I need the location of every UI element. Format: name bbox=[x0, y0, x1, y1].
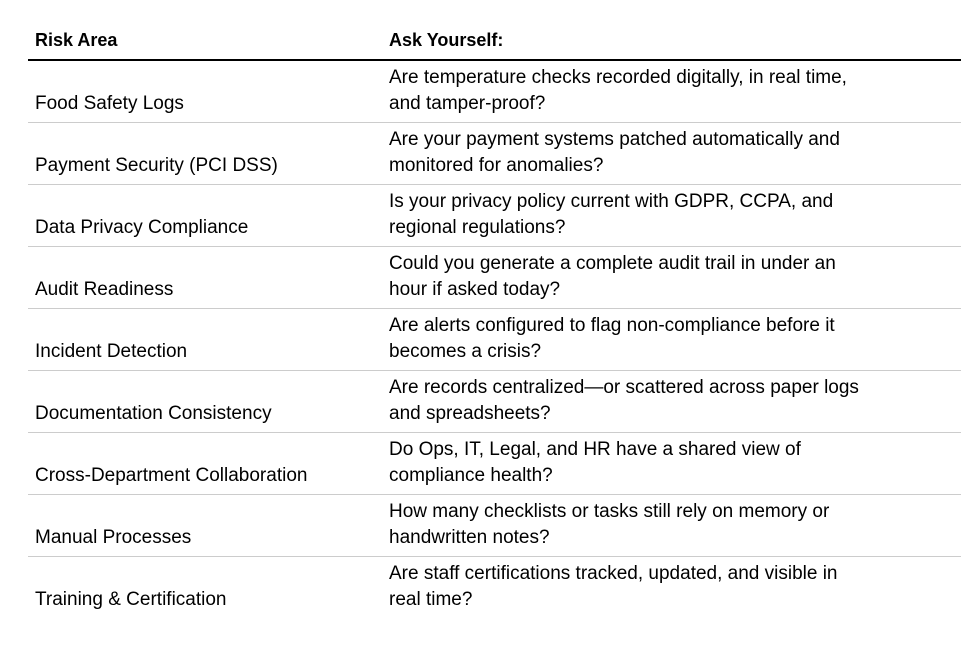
question-line: regional regulations? bbox=[389, 217, 566, 238]
table-row bbox=[28, 309, 961, 371]
risk-area-cell: Food Safety Logs bbox=[35, 93, 184, 114]
question-line: compliance health? bbox=[389, 465, 553, 486]
question-line: Could you generate a complete audit trail in under an bbox=[389, 253, 836, 274]
table-row bbox=[28, 61, 961, 123]
table-row bbox=[28, 557, 961, 618]
risk-assessment-table bbox=[28, 22, 961, 618]
question-cell bbox=[381, 61, 961, 122]
risk-area-cell: Training & Certification bbox=[35, 589, 227, 610]
question-cell bbox=[381, 247, 961, 308]
question-line: Are temperature checks recorded digitally, in real time, bbox=[389, 67, 847, 88]
table-row bbox=[28, 371, 961, 433]
question-line: Are your payment systems patched automatically and bbox=[389, 129, 840, 150]
question-line: and tamper-proof? bbox=[389, 93, 546, 114]
question-line: real time? bbox=[389, 589, 473, 610]
question-cell bbox=[381, 495, 961, 556]
table-row bbox=[28, 123, 961, 185]
question-line: monitored for anomalies? bbox=[389, 155, 604, 176]
risk-area-cell: Incident Detection bbox=[35, 341, 188, 362]
question-line: Are alerts configured to flag non-compliance before it bbox=[389, 315, 835, 336]
table-row bbox=[28, 185, 961, 247]
table-row bbox=[28, 433, 961, 495]
question-cell bbox=[381, 309, 961, 370]
question-line: How many checklists or tasks still rely on memory or bbox=[389, 501, 830, 522]
question-cell bbox=[381, 557, 961, 618]
risk-area-cell: Data Privacy Compliance bbox=[35, 217, 249, 238]
question-cell bbox=[381, 433, 961, 494]
table-row bbox=[28, 495, 961, 557]
question-cell bbox=[381, 185, 961, 246]
question-line: becomes a crisis? bbox=[389, 341, 542, 362]
question-line: handwritten notes? bbox=[389, 527, 550, 548]
question-line: Do Ops, IT, Legal, and HR have a shared view of bbox=[389, 439, 801, 460]
risk-area-cell: Cross-Department Collaboration bbox=[35, 465, 308, 486]
header-risk-area: Risk Area bbox=[35, 30, 118, 50]
question-line: Are staff certifications tracked, updated, and visible in bbox=[389, 563, 838, 584]
question-cell bbox=[381, 123, 961, 184]
table-row bbox=[28, 247, 961, 309]
question-cell bbox=[381, 371, 961, 432]
question-line: Is your privacy policy current with GDPR, CCPA, and bbox=[389, 191, 834, 212]
risk-area-cell: Documentation Consistency bbox=[35, 403, 272, 424]
risk-area-cell: Audit Readiness bbox=[35, 279, 174, 300]
question-line: hour if asked today? bbox=[389, 279, 561, 300]
risk-area-cell: Manual Processes bbox=[35, 527, 192, 548]
question-line: and spreadsheets? bbox=[389, 403, 551, 424]
risk-area-cell: Payment Security (PCI DSS) bbox=[35, 155, 278, 176]
header-ask-yourself: Ask Yourself: bbox=[389, 30, 504, 50]
table-header bbox=[28, 22, 961, 61]
question-line: Are records centralized—or scattered across paper logs bbox=[389, 377, 859, 398]
